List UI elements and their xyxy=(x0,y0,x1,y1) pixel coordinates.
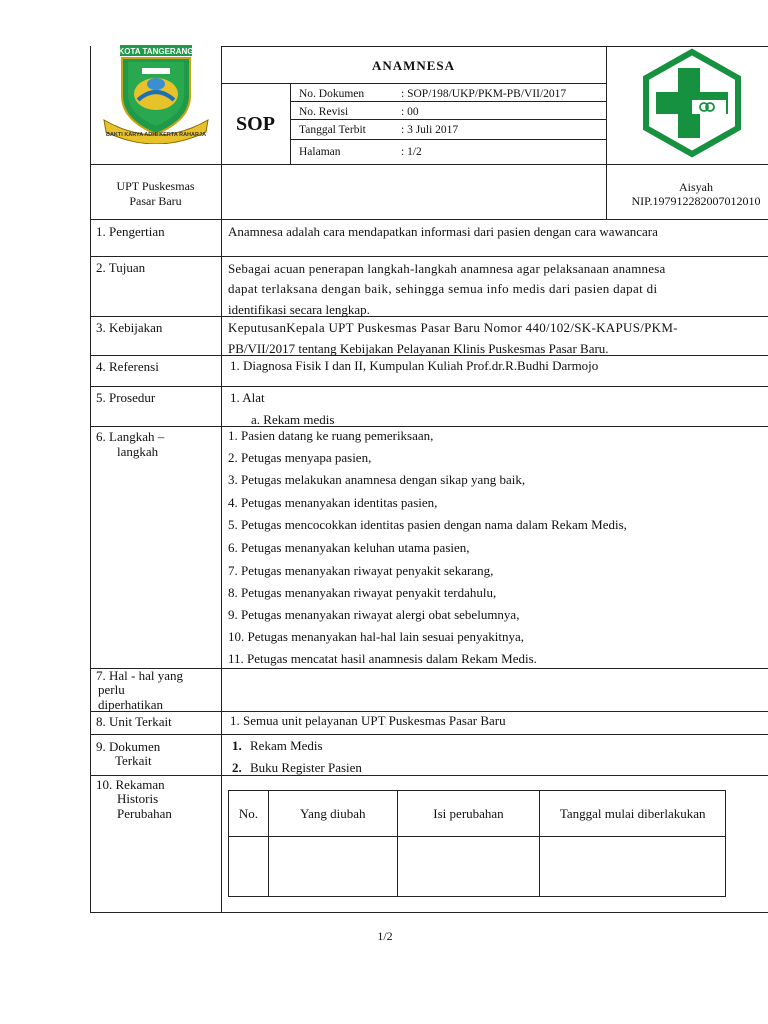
kebijakan-line2: PB/VII/2017 tentang Kebijakan Pelayanan Klinis Puskesmas Pasar Baru. xyxy=(228,341,609,356)
label-langkah-line1: 6. Langkah – xyxy=(96,429,165,444)
tujuan-line2: dapat terlaksana dengan baik, sehingga semua info medis dari pasien dapat di xyxy=(228,281,658,296)
label-langkah-line2: langkah xyxy=(117,444,159,459)
label-rekaman-line2: Historis xyxy=(117,791,159,806)
langkah-step: 4. Petugas menanyakan identitas pasien, xyxy=(228,495,438,510)
header-bottom-border xyxy=(90,164,768,165)
label-hal-hal-line3: diperhatikan xyxy=(98,697,163,712)
page-number: 1/2 xyxy=(377,929,393,943)
unit-name-line2: Pasar Baru xyxy=(129,194,182,208)
langkah-step: 2. Petugas menyapa pasien, xyxy=(228,450,372,465)
label-pengertian: 1. Pengertian xyxy=(96,224,165,239)
meta-value-halaman: : 1/2 xyxy=(401,146,422,158)
rekaman-historis-table xyxy=(228,790,726,897)
row-divider-8 xyxy=(90,734,768,735)
header-top-border xyxy=(221,46,768,47)
sop-label: SOP xyxy=(236,113,275,135)
langkah-step: 1. Pasien datang ke ruang pemeriksaan, xyxy=(228,428,434,443)
sop-divider xyxy=(290,83,291,164)
meta-label-no-dokumen: No. Dokumen xyxy=(299,88,365,100)
row-divider-1 xyxy=(90,256,768,257)
row-divider-unit xyxy=(90,219,768,220)
label-unit-terkait: 8. Unit Terkait xyxy=(96,714,172,729)
langkah-step: 9. Petugas menanyakan riwayat alergi obat sebelumnya, xyxy=(228,607,520,622)
table-header-tanggal: Tanggal mulai diberlakukan xyxy=(540,791,726,837)
langkah-step: 7. Petugas menanyakan riwayat penyakit sekarang, xyxy=(228,563,494,578)
dokumen-item-text: Rekam Medis xyxy=(250,738,323,753)
row-divider-5 xyxy=(90,426,768,427)
label-dokumen-line1: 9. Dokumen xyxy=(96,739,161,754)
label-tujuan: 2. Tujuan xyxy=(96,260,146,275)
row-divider-7 xyxy=(90,711,768,712)
kebijakan-line1: KeputusanKepala UPT Puskesmas Pasar Baru Nomor 440/102/SK-KAPUS/PKM- xyxy=(228,320,678,335)
signer-name: Aisyah xyxy=(679,180,713,194)
dokumen-item-num: 2. xyxy=(232,760,242,775)
frame-bottom-border xyxy=(90,912,768,913)
meta-value-no-revisi: : 00 xyxy=(401,106,419,118)
unit-name-line1: UPT Puskesmas xyxy=(116,179,195,193)
label-prosedur: 5. Prosedur xyxy=(96,390,156,405)
table-cell xyxy=(397,837,540,897)
langkah-step: 10. Petugas menanyakan hal-hal lain sesuai penyakitnya, xyxy=(228,629,525,644)
row-divider-2 xyxy=(90,316,768,317)
frame-left-border xyxy=(90,46,91,913)
label-hal-hal-line2: perlu xyxy=(98,682,125,697)
prosedur-item: 1. Alat xyxy=(230,390,265,405)
pengertian-text: Anamnesa adalah cara mendapatkan informasi dari pasien dengan cara wawancara xyxy=(228,224,658,239)
document-title: ANAMNESA xyxy=(371,58,456,73)
row-divider-9 xyxy=(90,775,768,776)
dokumen-item-num: 1. xyxy=(232,738,242,753)
kota-tangerang-logo xyxy=(98,44,214,144)
label-column-divider xyxy=(221,46,222,913)
unit-terkait-text: 1. Semua unit pelayanan UPT Puskesmas Pasar Baru xyxy=(230,713,506,728)
label-dokumen-line2: Terkait xyxy=(115,753,152,768)
table-row xyxy=(229,837,726,897)
label-rekaman-line3: Perubahan xyxy=(117,806,172,821)
label-kebijakan: 3. Kebijakan xyxy=(96,320,163,335)
table-cell xyxy=(540,837,726,897)
dokumen-item-text: Buku Register Pasien xyxy=(250,760,362,775)
langkah-step: 11. Petugas mencatat hasil anamnesis dalam Rekam Medis. xyxy=(228,651,537,666)
row-divider-6 xyxy=(90,668,768,669)
langkah-step: 6. Petugas menanyakan keluhan utama pasien, xyxy=(228,540,470,555)
tujuan-line3: identifikasi secara lengkap. xyxy=(228,302,370,317)
langkah-step: 3. Petugas melakukan anamnesa dengan sikap yang baik, xyxy=(228,472,526,487)
langkah-step: 5. Petugas mencocokkan identitas pasien dengan nama dalam Rekam Medis, xyxy=(228,517,627,532)
table-header-yang-diubah: Yang diubah xyxy=(268,791,397,837)
table-header-isi-perubahan: Isi perubahan xyxy=(397,791,540,837)
meta-label-no-revisi: No. Revisi xyxy=(299,106,349,118)
label-rekaman-line1: 10. Rekaman xyxy=(96,777,165,792)
tujuan-line1: Sebagai acuan penerapan langkah-langkah anamnesa agar pelaksanaan anamnesa xyxy=(228,261,666,276)
meta-value-tanggal-terbit: : 3 Juli 2017 xyxy=(401,124,459,136)
row-divider-4 xyxy=(90,386,768,387)
puskesmas-logo xyxy=(640,48,744,158)
table-cell xyxy=(268,837,397,897)
signer-nip: NIP.197912282007012010 xyxy=(631,194,761,208)
table-header-row xyxy=(229,791,726,837)
referensi-text: 1. Diagnosa Fisik I dan II, Kumpulan Kuliah Prof.dr.R.Budhi Darmojo xyxy=(230,358,599,373)
logo-banner-text: KOTA TANGERANG xyxy=(118,47,194,56)
table-header-no: No. xyxy=(229,791,269,837)
langkah-step: 8. Petugas menanyakan riwayat penyakit terdahulu, xyxy=(228,585,497,600)
title-divider xyxy=(221,83,606,84)
label-hal-hal-line1: 7. Hal - hal yang xyxy=(96,668,184,683)
label-referensi: 4. Referensi xyxy=(96,359,159,374)
prosedur-subitem: a. Rekam medis xyxy=(251,412,335,427)
meta-label-halaman: Halaman xyxy=(299,146,341,158)
meta-divider-3 xyxy=(290,139,606,140)
meta-label-tanggal-terbit: Tanggal Terbit xyxy=(299,124,366,136)
logo-motto-text: BAKTI KARYA ADHI KERTA RAHARJA xyxy=(105,132,207,138)
table-cell xyxy=(229,837,269,897)
meta-value-no-dokumen: : SOP/198/UKP/PKM-PB/VII/2017 xyxy=(401,88,567,100)
